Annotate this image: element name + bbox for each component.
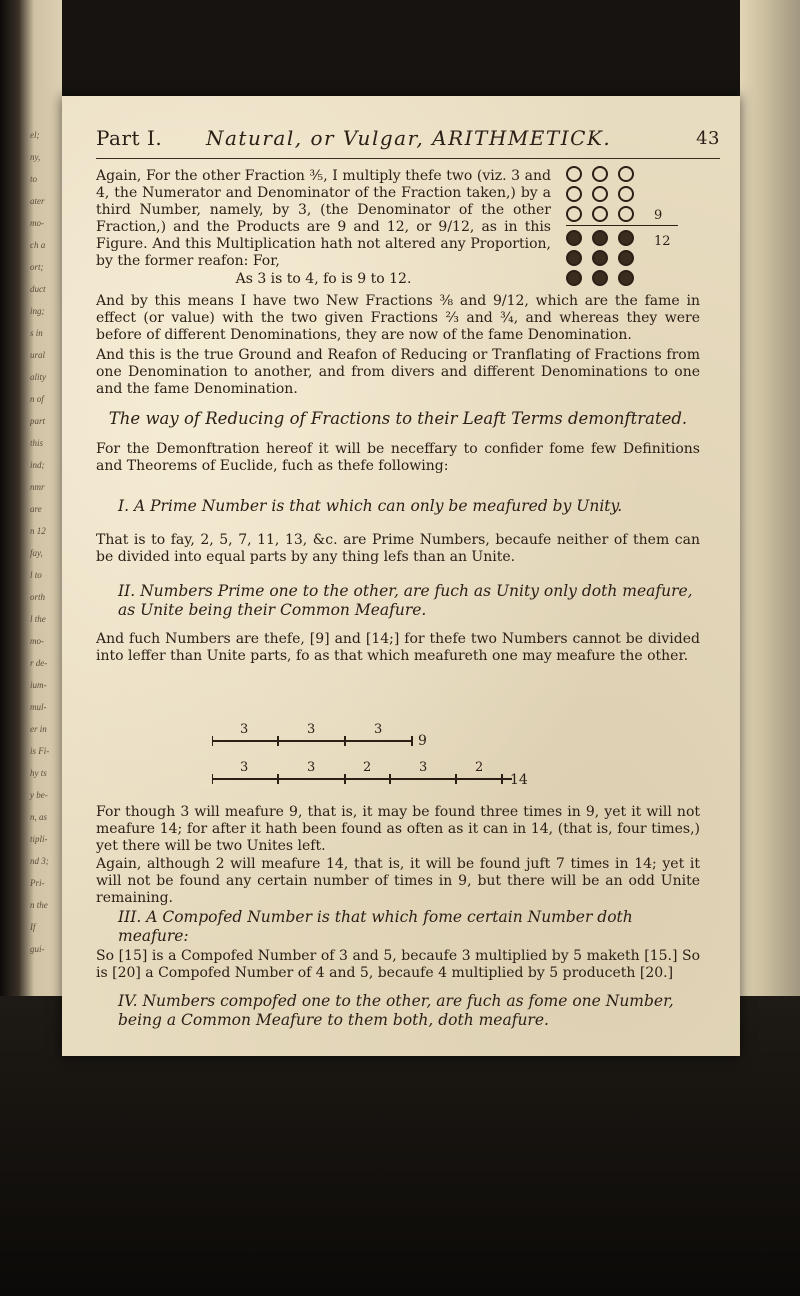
definition-3: III. A Compofed Number is that which fome certain Number doth meafure: (118, 908, 633, 945)
facing-page-fragment: y be- (30, 790, 48, 800)
facing-page-fragment: r de- (30, 658, 48, 668)
paragraph-9: So [15] is a Compofed Number of 3 and 5, becaufe 3 multiplied by 5 maketh [15.] So is [20] a Compofed Number of 4 and 5, becaufe 4 multiplied by 5 produceth [20.] (96, 948, 700, 981)
facing-page-fragment: mo- (30, 218, 44, 228)
filled-circle-icon (618, 250, 634, 266)
facing-page-fragment: n 12 (30, 526, 46, 536)
top-segment-label: 3 (240, 723, 249, 737)
top-segment-label: 3 (374, 723, 383, 737)
bottom-line-end-label: 14 (510, 772, 528, 788)
paragraph-7: For though 3 will meafure 9, that is, it may be found three times in 9, yet it will not meafure 14; for after it hath been found as often as it can in 14, (that is, four times,) yet there will be two Unites left. (96, 804, 700, 854)
facing-page-fragment: n of (30, 394, 44, 404)
circle-icon (566, 166, 582, 182)
figure-number-12: 12 (654, 234, 671, 249)
filled-circle-icon (592, 250, 608, 266)
facing-page-fragment: are (30, 504, 42, 514)
facing-page-fragment: ium- (30, 680, 47, 690)
circles-figure (566, 166, 678, 296)
filled-circle-icon (566, 250, 582, 266)
bottom-segment-label: 2 (363, 760, 372, 775)
facing-page-fragment: l the (30, 614, 46, 624)
circle-icon (566, 186, 582, 202)
bottom-segment-label: 2 (475, 760, 484, 775)
circle-icon (618, 206, 634, 222)
facing-page-fragment: er in (30, 724, 47, 734)
facing-page-fragment: duct (30, 284, 46, 294)
facing-page-fragment: n, as (30, 812, 48, 822)
facing-page-fragment: mo- (30, 636, 44, 646)
facing-page-fragment: tipli- (30, 834, 48, 844)
facing-page-fragment: ny, (30, 152, 41, 162)
facing-page-fragment: fay, (30, 548, 43, 558)
measure-lines-figure (212, 723, 532, 793)
page-number: 43 (696, 128, 720, 149)
section-heading: The way of Reducing of Fractions to their Leaft Terms demonftrated. (108, 409, 688, 428)
top-line-end-label: 9 (418, 733, 427, 749)
facing-page-fragment: hy ts (30, 768, 47, 778)
paragraph-2: And by this means I have two New Fractions ⅜ and 9/12, which are the fame in effect (or value) with the two given Fractions ⅔ and ¾, and whereas they were before of different Denominations, they are now of the fame Denomination. (96, 293, 700, 343)
header-rule (96, 158, 720, 159)
bottom-segment-label: 3 (240, 760, 249, 775)
bottom-segment-label: 3 (307, 760, 316, 775)
paragraph-4: For the Demonftration hereof it will be neceffary to confider fome few Definitions and Theorems of Euclide, fuch as thefe following: (96, 441, 700, 474)
definition-4: IV. Numbers compofed one to the other, are fuch as fome one Number, being a Common Meafure to them both, doth meafure. (118, 992, 674, 1029)
facing-page-fragment: is Fi- (30, 746, 50, 756)
facing-page-fragment: If (30, 922, 36, 932)
filled-circle-icon (618, 270, 634, 286)
filled-circle-icon (618, 230, 634, 246)
circle-icon (618, 186, 634, 202)
top-segment-label: 3 (307, 723, 316, 737)
page-title: Natural, or Vulgar, ARITHMETICK. (206, 126, 612, 150)
filled-circle-icon (566, 270, 582, 286)
figure-number-9: 9 (654, 208, 663, 223)
part-label: Part I. (96, 126, 163, 150)
circle-icon (592, 206, 608, 222)
facing-page-fragment: ality (30, 372, 46, 382)
facing-page-fragment: n the (30, 900, 48, 910)
facing-page-fragment: ch a (30, 240, 46, 250)
facing-page-fragment: this (30, 438, 44, 448)
facing-page-fragment: el; (30, 130, 40, 140)
definition-2: II. Numbers Prime one to the other, are fuch as Unity only doth meafure, as Unite being their Common Meafure. (118, 582, 693, 619)
circle-icon (618, 166, 634, 182)
paragraph-8: Again, although 2 will meafure 14, that is, it will be found juft 7 times in 14; yet it will not be found any certain number of times in 9, but there will be an odd Unite remaining. (96, 856, 700, 906)
facing-page-fragment: ort; (30, 262, 44, 272)
circle-icon (592, 166, 608, 182)
paragraph-1-proportion: As 3 is to 4, fo is 9 to 12. (235, 271, 412, 287)
facing-page-fragment: ing; (30, 306, 45, 316)
paragraph-3: And this is the true Ground and Reafon of Reducing or Tranflating of Fractions from one Denomination to another, and from divers and different Denominations to one and the fame Denomination. (96, 347, 700, 397)
facing-page-fragment: ater (30, 196, 45, 206)
facing-page-fragment: mul- (30, 702, 47, 712)
paragraph-1: Again, For the other Fraction ⅗, I multiply thefe two (viz. 3 and 4, the Numerator and Denominator of the Fraction taken,) by a third Number, namely, by 3, (the Denominator of the other Fraction,) and the Products are 9 and 12, or 9/12, as in this Figure. And this Multiplication hath not altered any Proportion, by the former reafon: For, (96, 168, 551, 269)
facing-page-fragment: Pri- (30, 878, 45, 888)
circle-icon (566, 206, 582, 222)
facing-page-fragment: nd 3; (30, 856, 49, 866)
facing-page-fragment: s in (30, 328, 43, 338)
facing-page-fragment: gui- (30, 944, 45, 954)
facing-page-fragment: ind; (30, 460, 45, 470)
definition-1: I. A Prime Number is that which can only be meafured by Unity. (118, 497, 623, 515)
facing-page-fragment: l to (30, 570, 42, 580)
filled-circle-icon (592, 270, 608, 286)
filled-circle-icon (592, 230, 608, 246)
facing-page-fragment: orth (30, 592, 46, 602)
book-page (62, 96, 740, 1056)
facing-page-fragment: nmr (30, 482, 45, 492)
facing-page-fragment: to (30, 174, 38, 184)
facing-page-fragment: part (30, 416, 46, 426)
facing-page-fragment: ural (30, 350, 46, 360)
paragraph-6: And fuch Numbers are thefe, [9] and [14;] for thefe two Numbers cannot be divided into leffer than Unite parts, fo as that which meafureth one may meafure the other. (96, 631, 700, 664)
paragraph-5: That is to fay, 2, 5, 7, 11, 13, &c. are Prime Numbers, becaufe neither of them can be divided into equal parts by any thing lefs than an Unite. (96, 532, 700, 565)
circle-icon (592, 186, 608, 202)
filled-circle-icon (566, 230, 582, 246)
bottom-segment-label: 3 (419, 760, 428, 775)
